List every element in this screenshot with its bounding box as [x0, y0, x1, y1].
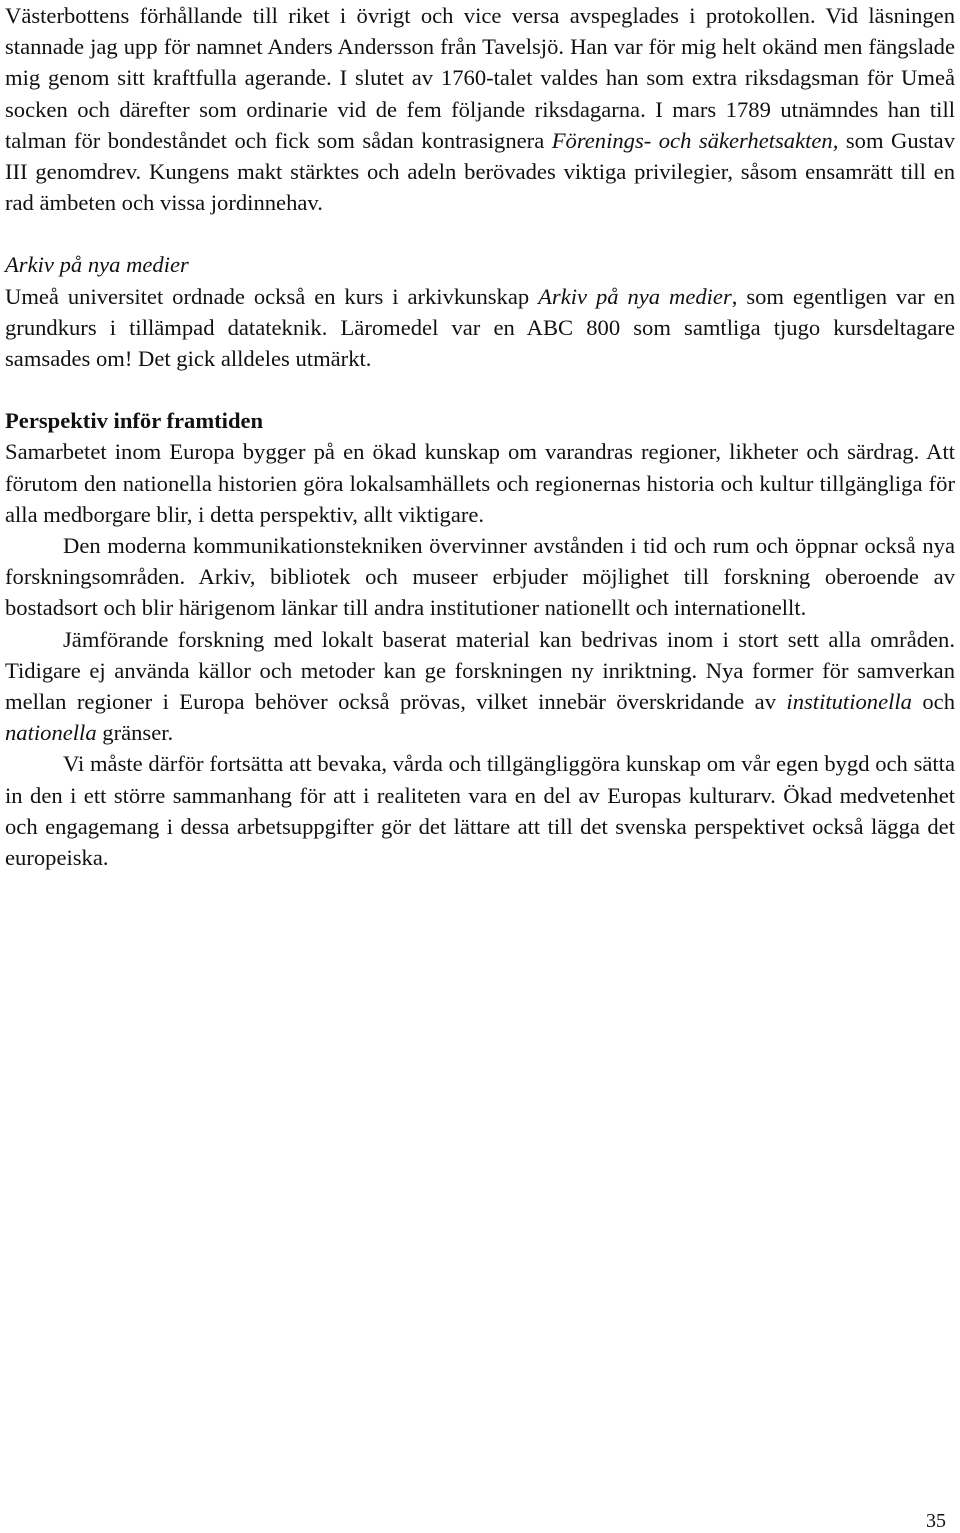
perspektiv-paragraph-3 [5, 624, 955, 749]
paragraph-gap [5, 218, 955, 249]
arkiv-text-2: , som egentligen var en grundkurs i tillämpad datateknik. Läromedel var en ABC 800 som samtliga tjugo kursdeltagare samsades om! Det gick alldeles utmärkt. [5, 283, 956, 372]
section-heading-perspektiv: Perspektiv inför framtiden [5, 408, 264, 434]
perspektiv-paragraph-4: Vi måste därför fortsätta att bevaka, vårda och tillgängliggöra kunskap om vår egen bygd och sätta in den i ett större sammanhang för att i realiteten vara en del av Europas kulturarv. Ökad medvetenhet och engagemang i dessa arbetsuppgifter gör det lättare att till det svenska perspektivet också lägga det europeiska. [5, 751, 955, 871]
arkiv-paragraph [5, 281, 955, 375]
arkiv-italic-course: Arkiv på nya medier [538, 283, 732, 309]
document-page [5, 0, 955, 873]
perspektiv-p3-text-2: och [911, 689, 955, 715]
perspektiv-paragraph-2: Den moderna kommunikationstekniken övervinner avstånden i tid och rum och öppnar också nya forskningsområden. Arkiv, bibliotek och museer erbjuder möjlighet till forskning oberoende av bostadsort och blir härigenom länkar till andra institutioner nationellt och internationellt. [5, 533, 955, 621]
section-heading-arkiv: Arkiv på nya medier [5, 252, 189, 278]
paragraph-gap [5, 374, 955, 405]
page-number: 35 [926, 1510, 946, 1532]
perspektiv-paragraph-1: Samarbetet inom Europa bygger på en ökad kunskap om varandras regioner, likheter och särdrag. Att förutom den nationella historien göra lokalsamhällets och regionernas historia och kultur tillgängliga för alla medborgare blir, i detta perspektiv, allt viktigare. [5, 439, 955, 527]
perspektiv-p3-text-1: Jämförande forskning med lokalt baserat material kan bedrivas inom i stort sett alla områden. Tidigare ej använda källor och metoder kan ge forskningen ny inriktning. Nya former för samverkan mellan regioner i Europa behöver också prövas, vilket innebär överskridande av [5, 626, 955, 715]
intro-paragraph [5, 0, 955, 218]
intro-text-2: som Gustav III genomdrev. Kungens makt stärktes och adeln berövades viktiga privilegier, såsom ensamrätt till en rad ämbeten och vissa jordinnehav. [5, 127, 956, 216]
perspektiv-p3-italic-1: institutionella [786, 689, 912, 715]
arkiv-text-1: Umeå universitet ordnade också en kurs i arkivkunskap [5, 283, 539, 309]
intro-text-1: Västerbottens förhållande till riket i övrigt och vice versa avspeglades i protokollen. Vid läsningen stannade jag upp för namnet Anders Andersson från Tavelsjö. Han var för mig helt okänd men fängslade mig genom sitt kraftfulla agerande. I slutet av 1760-talet valdes han som extra riksdagsman för Umeå socken och därefter som ordinarie vid de fem följande riksdagarna. I mars 1789 utnämndes han till talman för bondeståndet och fick som sådan kontrasignera [5, 3, 955, 153]
perspektiv-p3-italic-2: nationella [5, 720, 97, 746]
perspektiv-p3-text-3: gränser. [96, 720, 174, 746]
intro-italic-title: Förenings- och säkerhetsakten, [551, 127, 839, 153]
